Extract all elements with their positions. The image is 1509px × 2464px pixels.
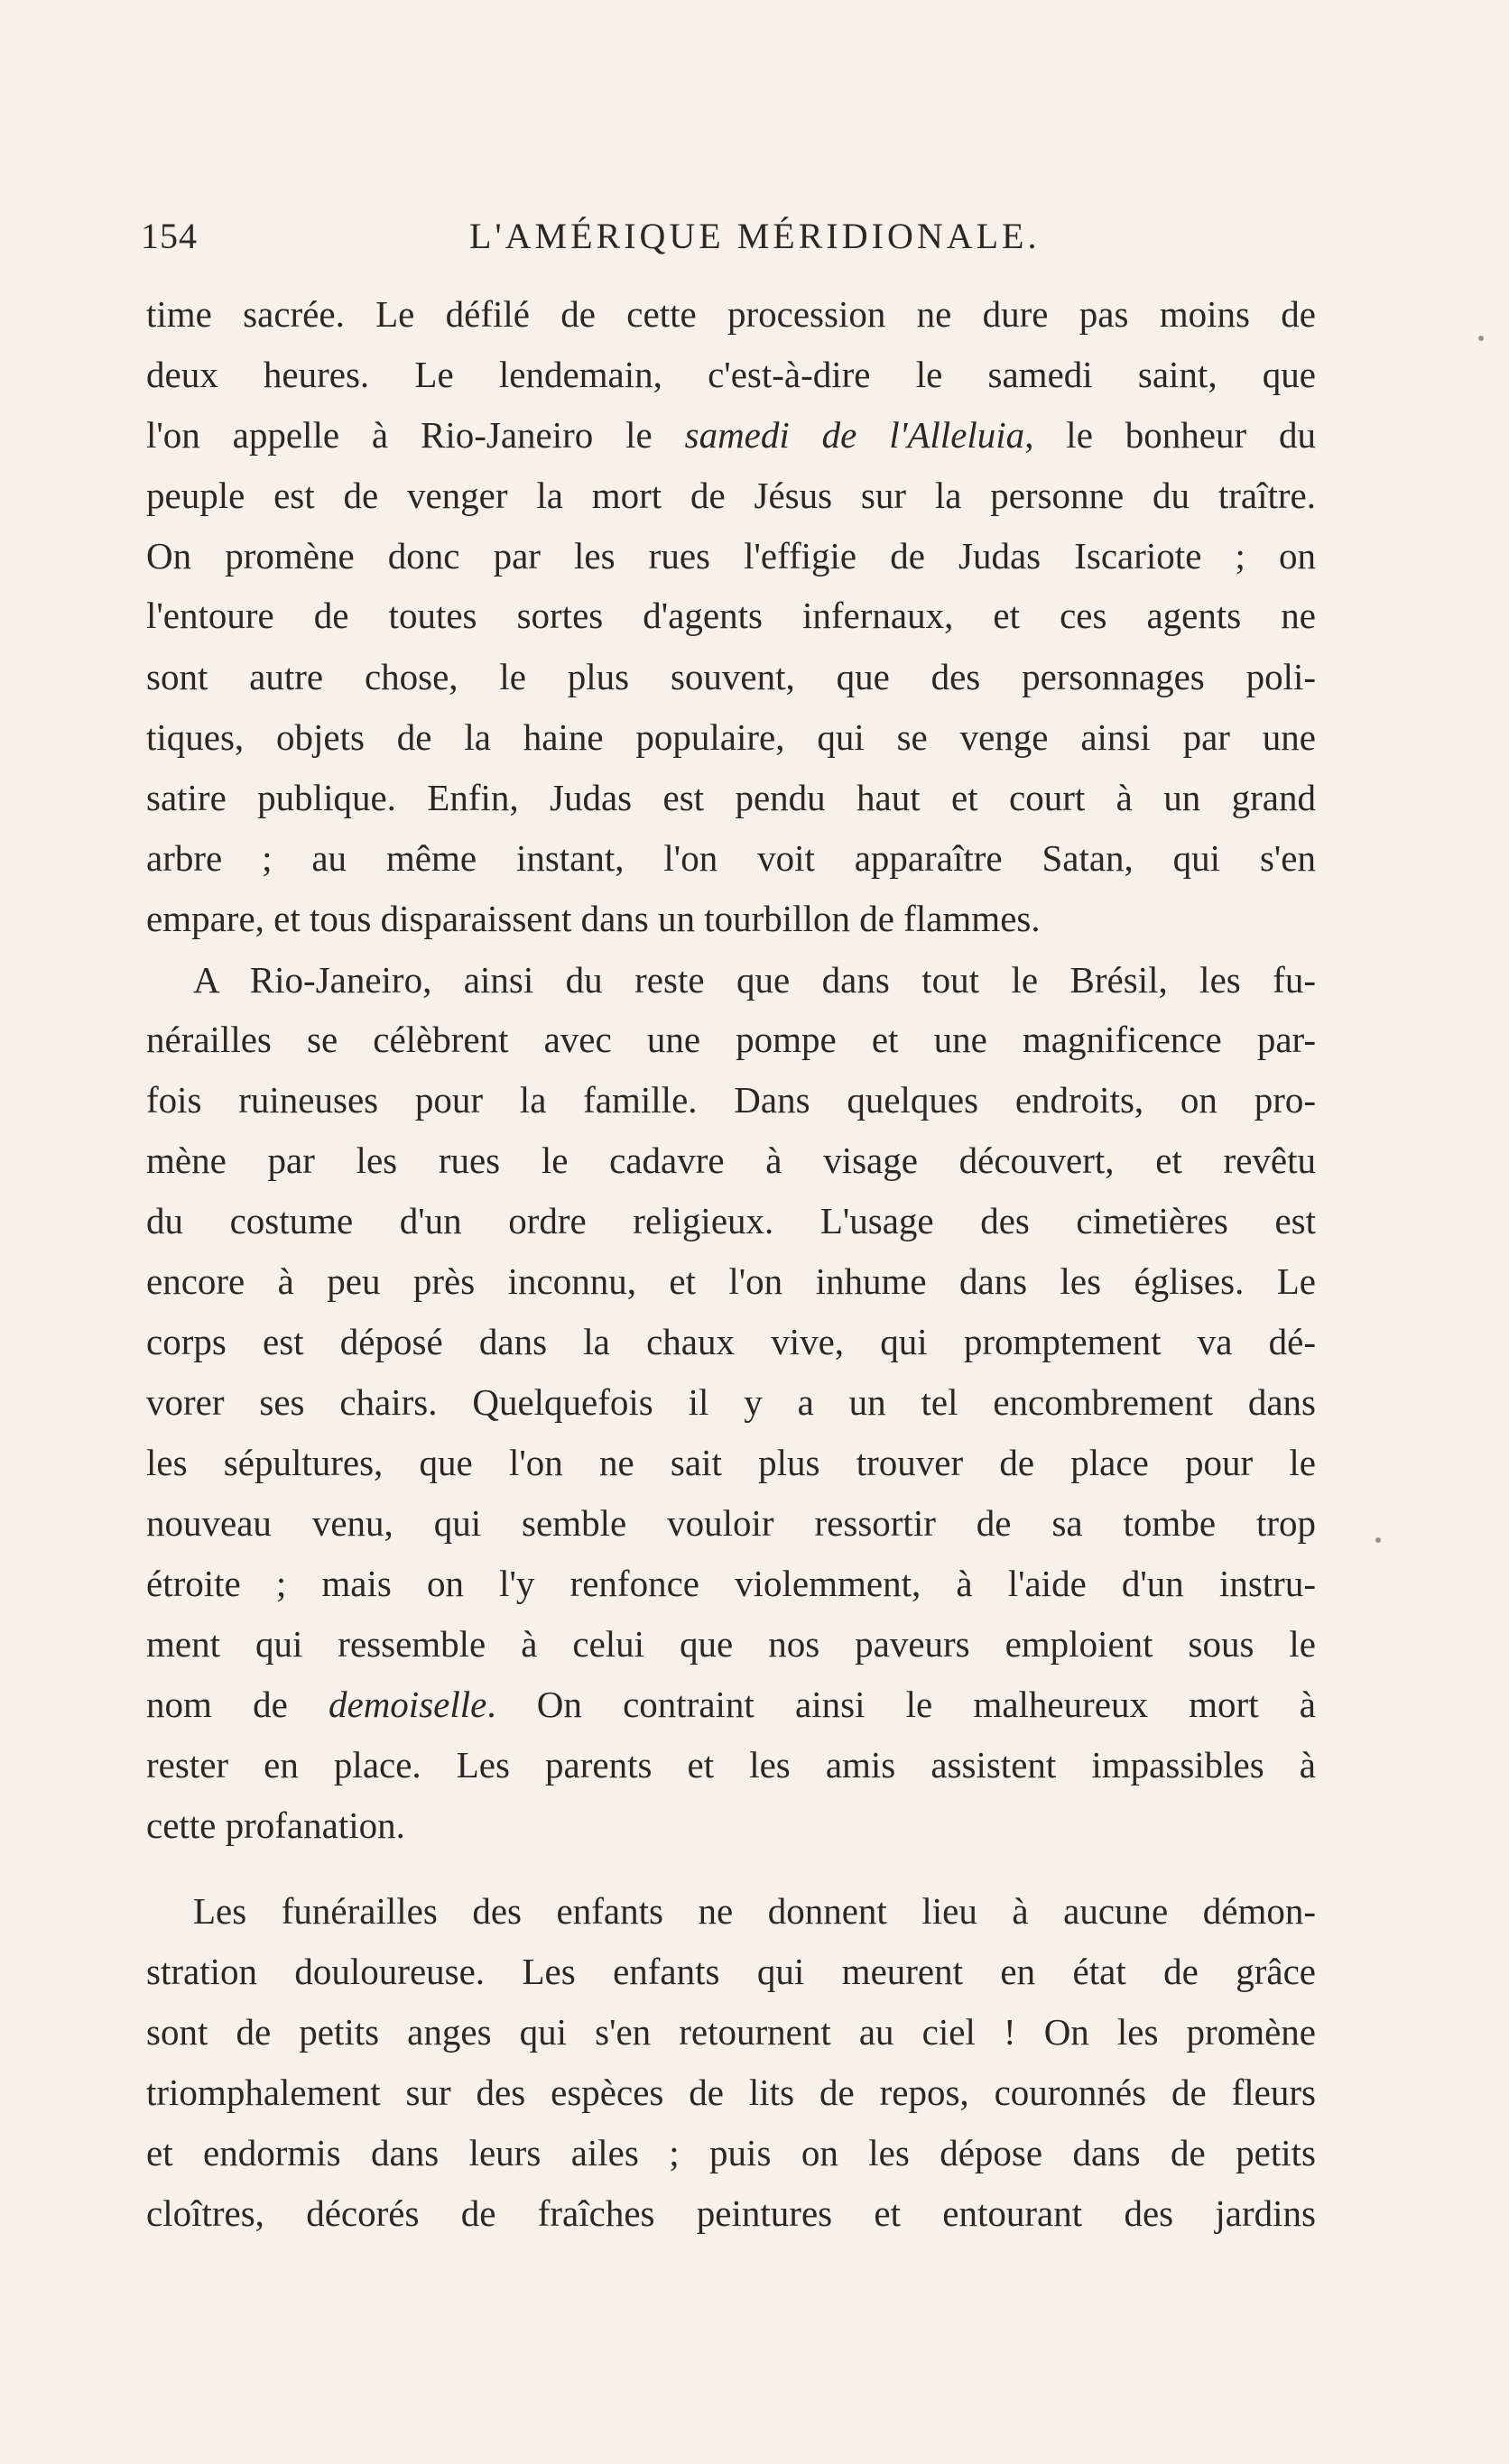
text-segment: fois ruineuses pour la famille. Dans quelques endroits, on pro- <box>146 1079 1316 1121</box>
text-segment: cloîtres, décorés de fraîches peintures et entourant des jardins <box>146 2192 1316 2234</box>
text-line <box>146 588 1316 642</box>
text-segment: , le bonheur du <box>1024 414 1316 456</box>
text-line <box>146 710 1316 764</box>
text-segment: A Rio-Janeiro, ainsi du reste que dans tout le Brésil, les fu- <box>193 959 1316 1001</box>
text-line <box>146 1375 1316 1429</box>
text-line <box>146 1884 1316 1938</box>
page-header <box>141 215 1314 269</box>
italic-term: samedi de l'Alleluia <box>684 414 1025 456</box>
text-segment: corps est déposé dans la chaux vive, qui promptement va dé- <box>146 1321 1316 1362</box>
text-line <box>146 1254 1316 1308</box>
text-segment: encore à peu près inconnu, et l'on inhume dans les églises. Le <box>146 1260 1316 1302</box>
text-segment: tiques, objets de la haine populaire, qui se venge ainsi par une <box>146 716 1316 758</box>
text-line <box>146 1435 1316 1490</box>
text-segment: stration douloureuse. Les enfants qui meurent en état de grâce <box>146 1951 1316 1992</box>
text-segment: triomphalement sur des espèces de lits de repos, couronnés de fleurs <box>146 2072 1316 2113</box>
text-line <box>146 2186 1316 2240</box>
text-segment: sont de petits anges qui s'en retournent au ciel ! On les promène <box>146 2011 1316 2053</box>
italic-term: demoiselle <box>329 1684 487 1725</box>
text-segment: . On contraint ainsi le malheureux mort à <box>486 1684 1316 1725</box>
text-line <box>146 2126 1316 2180</box>
text-line <box>146 1315 1316 1369</box>
text-segment: cette profanation. <box>146 1804 405 1846</box>
text-line <box>146 1677 1316 1731</box>
text-line <box>146 1073 1316 1127</box>
text-line <box>146 1617 1316 1671</box>
text-segment: l'entoure de toutes sortes d'agents infernaux, et ces agents ne <box>146 595 1316 636</box>
text-line <box>146 408 1316 462</box>
text-line <box>146 2065 1316 2119</box>
text-line <box>146 953 1316 1007</box>
text-segment: time sacrée. Le défilé de cette procession ne dure pas moins de <box>146 293 1316 335</box>
text-segment: peuple est de venger la mort de Jésus sur la personne du traître. <box>146 475 1316 516</box>
text-line <box>146 1496 1316 1550</box>
text-segment: rester en place. Les parents et les amis assistent impassibles à <box>146 1744 1316 1786</box>
text-line <box>146 468 1316 522</box>
text-segment: les sépultures, que l'on ne sait plus trouver de place pour le <box>146 1442 1316 1483</box>
text-segment: l'on appelle à Rio-Janeiro le <box>146 414 685 456</box>
text-line <box>146 2005 1316 2059</box>
text-line <box>146 1194 1316 1248</box>
text-segment: nouveau venu, qui semble vouloir ressortir de sa tombe trop <box>146 1502 1316 1544</box>
text-segment: sont autre chose, le plus souvent, que des personnages poli- <box>146 656 1316 697</box>
text-line <box>146 1738 1316 1792</box>
text-line <box>146 1944 1316 1998</box>
text-line <box>146 287 1316 341</box>
text-segment: deux heures. Le lendemain, c'est-à-dire le samedi saint, que <box>146 354 1316 395</box>
text-segment: du costume d'un ordre religieux. L'usage des cimetières est <box>146 1200 1316 1241</box>
paper-speck <box>1478 336 1484 341</box>
text-segment: ment qui ressemble à celui que nos paveurs emploient sous le <box>146 1623 1316 1665</box>
text-segment: nérailles se célèbrent avec une pompe et une magnificence par- <box>146 1019 1316 1060</box>
page-number: 154 <box>141 216 198 256</box>
text-line <box>146 1012 1316 1066</box>
text-line <box>146 1798 1316 1852</box>
text-segment: mène par les rues le cadavre à visage découvert, et revêtu <box>146 1140 1316 1181</box>
paper-speck <box>1375 1537 1381 1543</box>
text-segment: nom de <box>146 1684 329 1725</box>
text-line <box>146 347 1316 401</box>
text-segment: satire publique. Enfin, Judas est pendu haut et court à un grand <box>146 777 1316 818</box>
text-line <box>146 891 1316 946</box>
text-line <box>146 529 1316 583</box>
text-segment: étroite ; mais on l'y renfonce violemment, à l'aide d'un instru- <box>146 1563 1316 1604</box>
text-segment: On promène donc par les rues l'effigie de Judas Iscariote ; on <box>146 535 1316 577</box>
text-segment: empare, et tous disparaissent dans un tourbillon de flammes. <box>146 898 1041 939</box>
text-line <box>146 1133 1316 1187</box>
running-title: L'AMÉRIQUE MÉRIDIONALE. <box>469 216 1041 256</box>
text-segment: et endormis dans leurs ailes ; puis on les dépose dans de petits <box>146 2132 1316 2173</box>
text-segment: arbre ; au même instant, l'on voit apparaître Satan, qui s'en <box>146 837 1316 879</box>
text-segment: vorer ses chairs. Quelquefois il y a un tel encombrement dans <box>146 1381 1316 1423</box>
text-line <box>146 771 1316 825</box>
text-line <box>146 650 1316 704</box>
text-segment: Les funérailles des enfants ne donnent lieu à aucune démon- <box>193 1890 1316 1932</box>
text-line <box>146 1556 1316 1610</box>
text-line <box>146 831 1316 885</box>
